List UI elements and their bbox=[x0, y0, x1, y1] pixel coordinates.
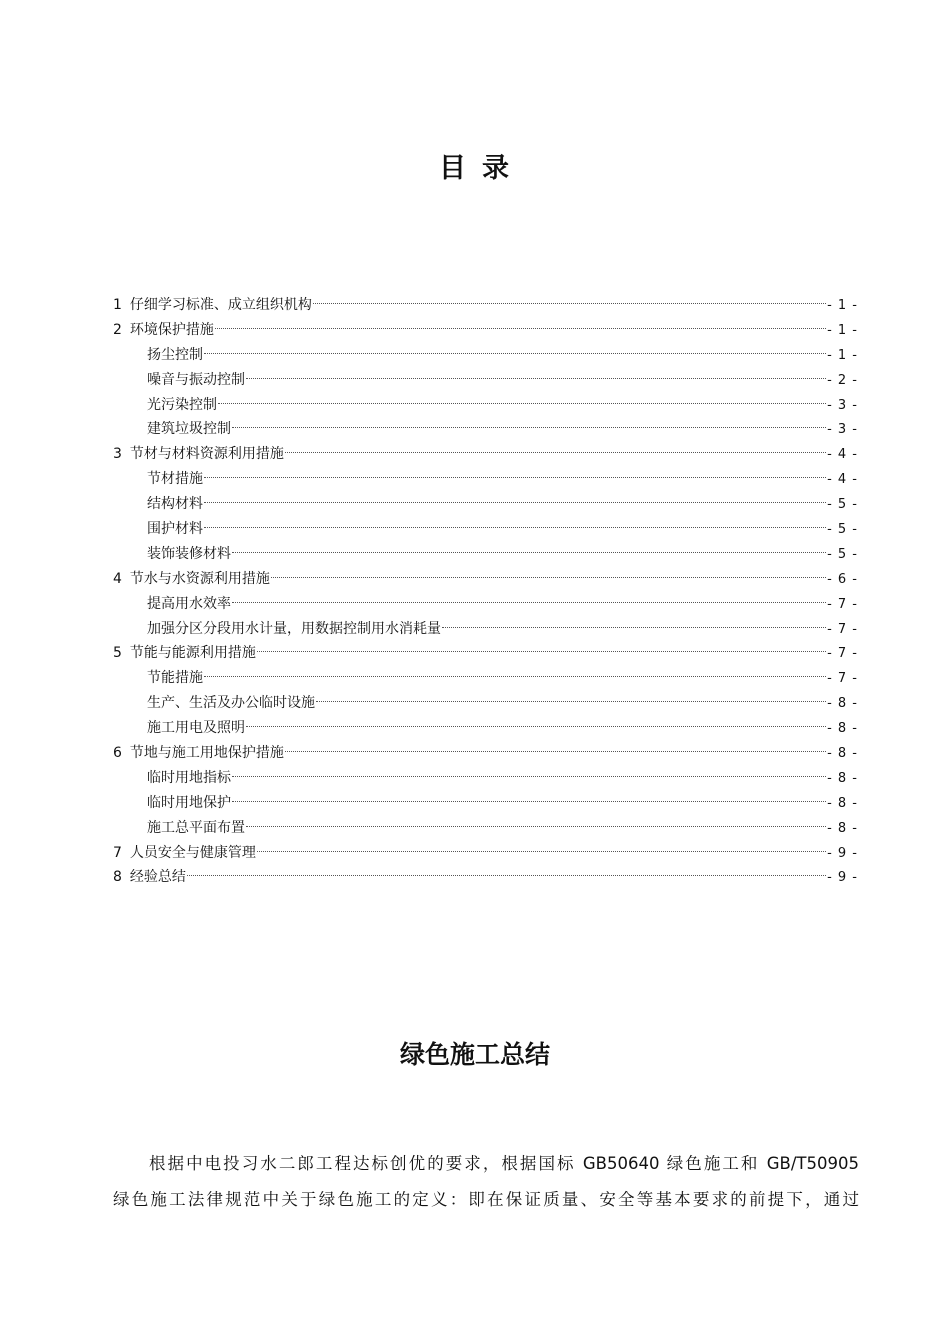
toc-entry[interactable] bbox=[113, 741, 858, 766]
toc-entry-page: - 1 - bbox=[827, 298, 858, 313]
toc-entry[interactable] bbox=[113, 617, 858, 642]
toc-leader-dots bbox=[257, 851, 826, 852]
toc-entry[interactable] bbox=[113, 641, 858, 666]
toc-entry[interactable] bbox=[113, 841, 858, 866]
toc-leader-dots bbox=[316, 701, 826, 702]
toc-entry-number: 2 bbox=[113, 321, 122, 338]
toc-entry-page: - 5 - bbox=[827, 546, 858, 562]
toc-entry-page: - 1 - bbox=[827, 347, 858, 363]
toc-entry[interactable] bbox=[113, 318, 858, 343]
toc-entry[interactable] bbox=[113, 368, 858, 393]
toc-entry-label: 扬尘控制 bbox=[147, 346, 203, 363]
toc-entry-number: 6 bbox=[113, 745, 122, 762]
toc-entry[interactable] bbox=[113, 567, 858, 592]
toc-entry-page: - 7 - bbox=[827, 621, 858, 637]
toc-leader-dots bbox=[313, 303, 826, 304]
toc-entry[interactable] bbox=[113, 517, 858, 542]
toc-entry-number: 4 bbox=[113, 570, 122, 587]
toc-entry-page: - 7 - bbox=[827, 671, 858, 687]
toc-entry-label: 装饰装修材料 bbox=[147, 545, 231, 562]
toc-entry-page: - 8 - bbox=[827, 770, 858, 786]
body-paragraph bbox=[113, 1146, 859, 1218]
toc-entry-label: 噪音与振动控制 bbox=[147, 371, 245, 388]
toc-entry-label: 提高用水效率 bbox=[147, 595, 231, 612]
toc-entry-label: 结构材料 bbox=[147, 496, 203, 513]
toc-leader-dots bbox=[246, 726, 826, 727]
toc-entry[interactable] bbox=[113, 816, 858, 841]
toc-leader-dots bbox=[232, 427, 826, 428]
toc-entry-label: 临时用地保护 bbox=[147, 794, 231, 811]
toc-entry-page: - 8 - bbox=[827, 795, 858, 811]
toc-leader-dots bbox=[232, 776, 826, 777]
toc-entry[interactable] bbox=[113, 542, 858, 567]
table-of-contents bbox=[113, 293, 858, 890]
toc-leader-dots bbox=[232, 801, 826, 802]
toc-heading-char: 录 bbox=[482, 153, 511, 184]
toc-entry-page: - 4 - bbox=[827, 447, 858, 463]
toc-entry-label: 节能与能源利用措施 bbox=[129, 645, 256, 662]
toc-entry-label: 节材措施 bbox=[147, 471, 203, 488]
toc-heading-char: 目 bbox=[439, 153, 468, 184]
toc-leader-dots bbox=[285, 751, 826, 752]
toc-heading bbox=[0, 146, 950, 185]
toc-entry-page: - 6 - bbox=[827, 571, 858, 587]
toc-leader-dots bbox=[215, 328, 826, 329]
toc-entry[interactable] bbox=[113, 393, 858, 418]
toc-leader-dots bbox=[204, 527, 826, 528]
toc-entry-page: - 5 - bbox=[827, 497, 858, 513]
toc-leader-dots bbox=[246, 378, 826, 379]
toc-leader-dots bbox=[218, 403, 826, 404]
toc-entry-label: 加强分区分段用水计量，用数据控制用水消耗量 bbox=[147, 620, 441, 637]
toc-entry-number: 8 bbox=[113, 869, 122, 886]
paragraph-line: 根据中电投习水二郎工程达标创优的要求，根据国标 GB50640 绿色施工和 GB/T50905 bbox=[149, 1154, 859, 1173]
toc-entry-page: - 3 - bbox=[827, 397, 858, 413]
toc-entry-page: - 4 - bbox=[827, 472, 858, 488]
toc-entry-label: 光污染控制 bbox=[147, 396, 217, 413]
toc-entry[interactable] bbox=[113, 417, 858, 442]
toc-entry[interactable] bbox=[113, 865, 858, 890]
toc-leader-dots bbox=[271, 577, 826, 578]
toc-entry[interactable] bbox=[113, 666, 858, 691]
document-title: 绿色施工总结 bbox=[399, 1040, 550, 1069]
toc-entry-number: 1 bbox=[113, 297, 122, 313]
toc-entry-page: - 5 - bbox=[827, 522, 858, 538]
toc-entry[interactable] bbox=[113, 791, 858, 816]
toc-leader-dots bbox=[257, 651, 826, 652]
toc-entry-number: 7 bbox=[113, 844, 122, 861]
toc-entry-label: 施工总平面布置 bbox=[147, 819, 245, 836]
toc-entry-label: 临时用地指标 bbox=[147, 769, 231, 786]
toc-entry-page: - 8 - bbox=[827, 820, 858, 836]
toc-entry[interactable] bbox=[113, 691, 858, 716]
toc-entry[interactable] bbox=[113, 592, 858, 617]
toc-leader-dots bbox=[204, 502, 826, 503]
toc-entry-number: 3 bbox=[113, 446, 122, 463]
toc-leader-dots bbox=[204, 676, 826, 677]
toc-entry-page: - 8 - bbox=[827, 696, 858, 712]
toc-entry[interactable] bbox=[113, 467, 858, 492]
toc-leader-dots bbox=[187, 875, 826, 876]
toc-entry-page: - 1 - bbox=[827, 322, 858, 338]
toc-entry-label: 围护材料 bbox=[147, 521, 203, 538]
toc-entry-page: - 9 - bbox=[827, 870, 858, 886]
toc-entry-label: 建筑垃圾控制 bbox=[147, 421, 231, 438]
toc-entry-number: 5 bbox=[113, 645, 122, 662]
toc-entry-label: 节材与材料资源利用措施 bbox=[129, 446, 284, 463]
toc-entry[interactable] bbox=[113, 492, 858, 517]
toc-entry-label: 仔细学习标准、成立组织机构 bbox=[129, 297, 312, 313]
toc-leader-dots bbox=[442, 627, 826, 628]
toc-entry-page: - 7 - bbox=[827, 596, 858, 612]
toc-entry-label: 节地与施工用地保护措施 bbox=[129, 745, 284, 762]
toc-entry[interactable] bbox=[113, 716, 858, 741]
toc-entry-label: 人员安全与健康管理 bbox=[129, 844, 256, 861]
toc-leader-dots bbox=[246, 826, 826, 827]
toc-entry[interactable] bbox=[113, 343, 858, 368]
toc-entry-page: - 8 - bbox=[827, 746, 858, 762]
toc-leader-dots bbox=[285, 452, 826, 453]
toc-leader-dots bbox=[204, 353, 826, 354]
toc-entry-page: - 8 - bbox=[827, 721, 858, 737]
toc-entry-label: 施工用电及照明 bbox=[147, 720, 245, 737]
toc-entry-label: 节水与水资源利用措施 bbox=[129, 570, 270, 587]
toc-entry-label: 节能措施 bbox=[147, 670, 203, 687]
toc-entry-page: - 3 - bbox=[827, 422, 858, 438]
toc-entry-page: - 2 - bbox=[827, 372, 858, 388]
toc-entry-page: - 7 - bbox=[827, 646, 858, 662]
toc-entry-page: - 9 - bbox=[827, 845, 858, 861]
toc-entry[interactable] bbox=[113, 293, 858, 318]
toc-entry-label: 环境保护措施 bbox=[129, 321, 214, 338]
toc-leader-dots bbox=[232, 552, 826, 553]
paragraph-line: 绿色施工法律规范中关于绿色施工的定义：即在保证质量、安全等基本要求的前提下，通过 bbox=[113, 1190, 859, 1209]
toc-entry[interactable] bbox=[113, 442, 858, 467]
toc-entry-label: 生产、生活及办公临时设施 bbox=[147, 695, 315, 712]
toc-entry-label: 经验总结 bbox=[129, 869, 186, 886]
toc-entry[interactable] bbox=[113, 766, 858, 791]
toc-leader-dots bbox=[232, 602, 826, 603]
toc-leader-dots bbox=[204, 477, 826, 478]
